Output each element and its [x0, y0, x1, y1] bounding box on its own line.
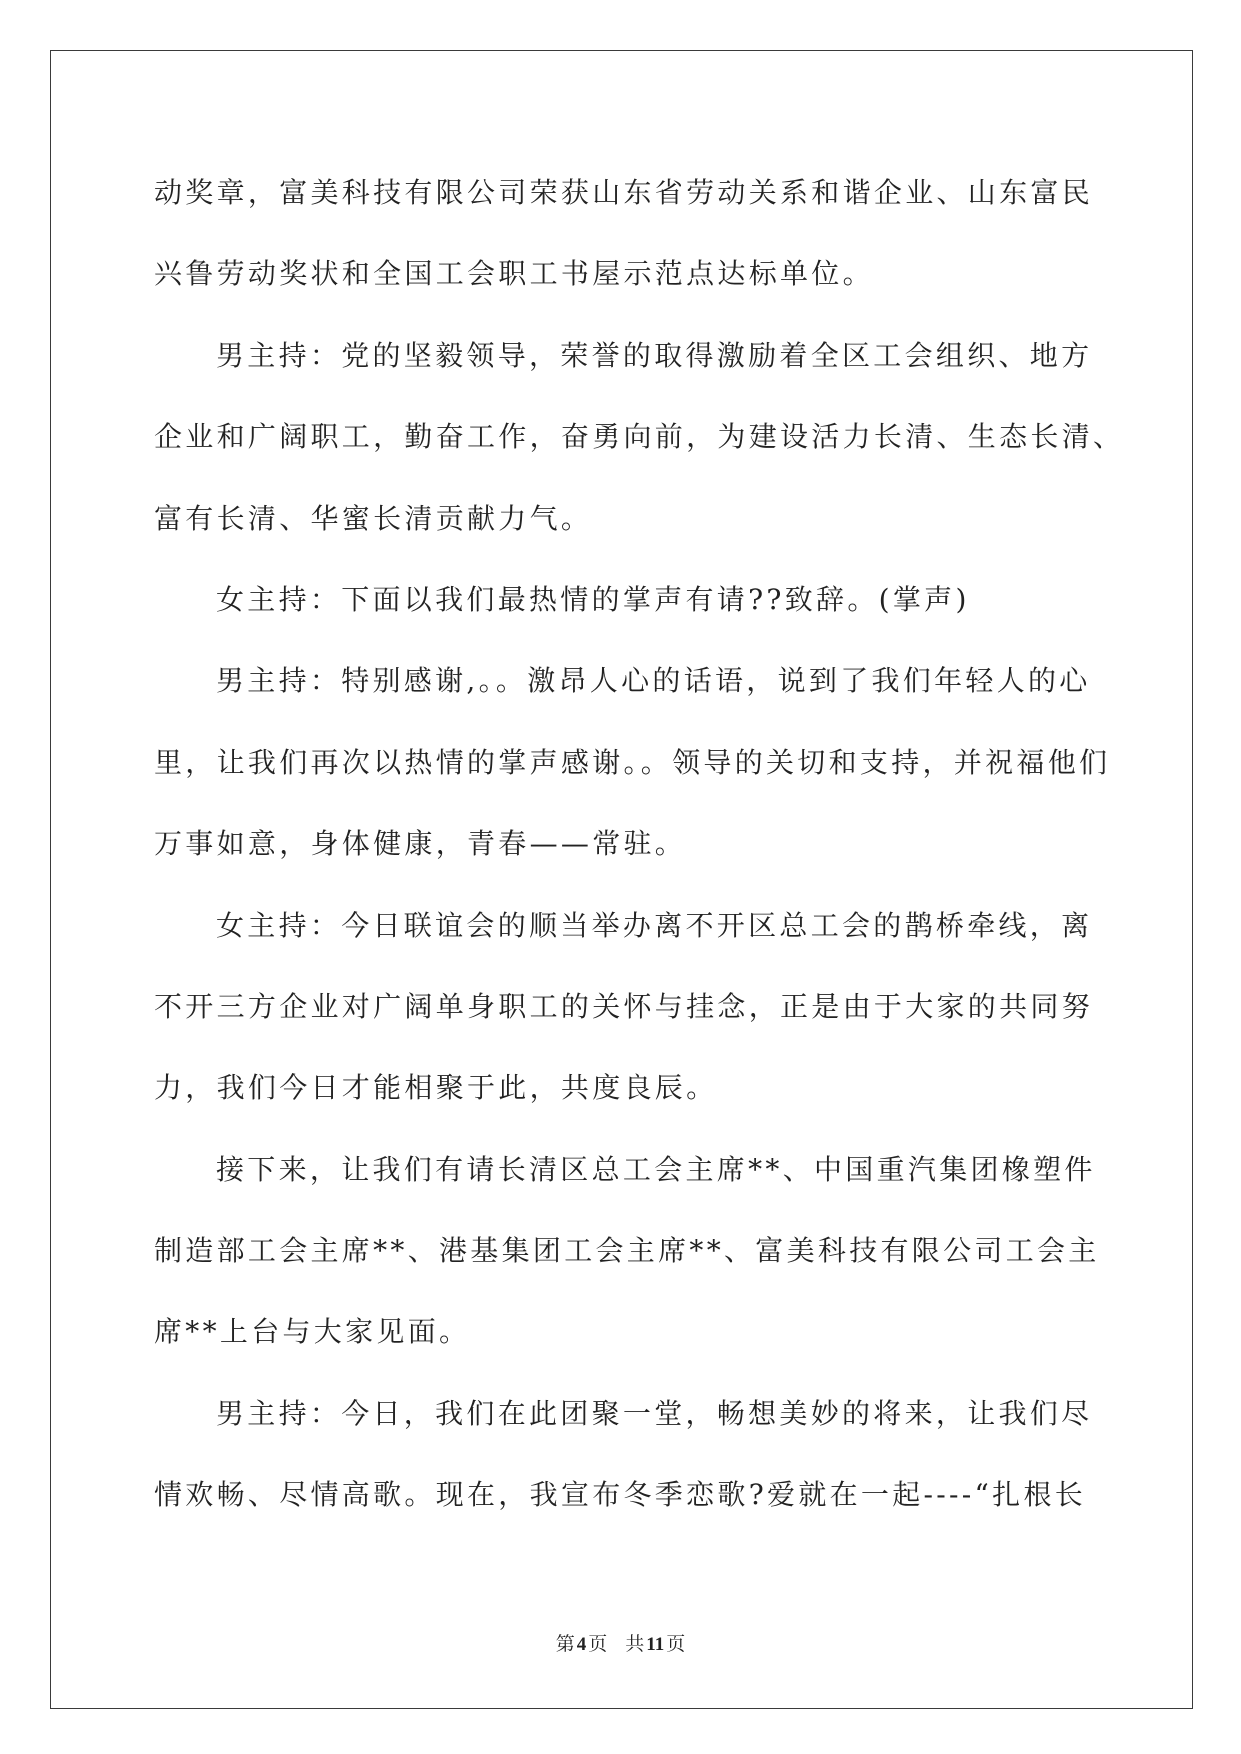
current-page-indicator [556, 1634, 608, 1655]
document-body [154, 152, 1164, 1536]
paragraph [154, 152, 1164, 315]
text-line: 席**上台与大家见面。 [154, 1315, 471, 1349]
paragraph [154, 559, 1164, 640]
text-line: 男主持：今日，我们在此团聚一堂，畅想美妙的将来，让我们尽 [216, 1396, 1093, 1430]
text-line: 女主持：下面以我们最热情的掌声有请??致辞。(掌声) [216, 582, 970, 616]
text-line: 力，我们今日才能相聚于此，共度良辰。 [154, 1071, 718, 1105]
text-line: 里，让我们再次以热情的掌声感谢。。领导的关切和支持，并祝福他们 [154, 745, 1111, 779]
total-pages-suffix: 页 [666, 1634, 686, 1655]
text-line: 动奖章，富美科技有限公司荣获山东省劳动关系和谐企业、山东富民 [154, 176, 1094, 209]
text-line: 企业和广阔职工，勤奋工作，奋勇向前，为建设活力长清、生态长清、 [154, 420, 1125, 454]
text-line: 男主持：党的坚毅领导，荣誉的取得激励着全区工会组织、地方 [216, 338, 1093, 372]
current-page-suffix: 页 [588, 1634, 608, 1655]
paragraph [154, 1129, 1164, 1373]
total-pages-prefix: 共 [625, 1634, 645, 1655]
total-pages-number: 11 [646, 1634, 665, 1655]
text-line: 情欢畅、尽情高歌。现在，我宣布冬季恋歌?爱就在一起----“扎根长 [154, 1478, 1087, 1512]
page-footer [0, 1631, 1241, 1659]
text-line: 女主持：今日联谊会的顺当举办离不开区总工会的鹊桥牵线，离 [216, 908, 1093, 942]
current-page-prefix: 第 [555, 1634, 575, 1655]
current-page-number: 4 [576, 1634, 587, 1655]
paragraph [154, 1373, 1164, 1536]
paragraph [154, 640, 1164, 884]
text-line: 富有长清、华蜜长清贡献力气。 [154, 501, 593, 535]
text-line: 兴鲁劳动奖状和全国工会职工书屋示范点达标单位。 [154, 257, 874, 291]
paragraph [154, 315, 1164, 559]
text-line: 接下来，让我们有请长清区总工会主席**、中国重汽集团橡塑件 [216, 1152, 1096, 1186]
text-line: 制造部工会主席**、港基集团工会主席**、富美科技有限公司工会主 [154, 1234, 1100, 1268]
text-line: 男主持：特别感谢,。。激昂人心的话语，说到了我们年轻人的心 [216, 664, 1091, 698]
text-line: 万事如意，身体健康，青春——常驻。 [154, 827, 687, 861]
total-pages-indicator [625, 1634, 685, 1655]
text-line: 不开三方企业对广阔单身职工的关怀与挂念，正是由于大家的共同努 [154, 989, 1094, 1023]
paragraph [154, 885, 1164, 1129]
